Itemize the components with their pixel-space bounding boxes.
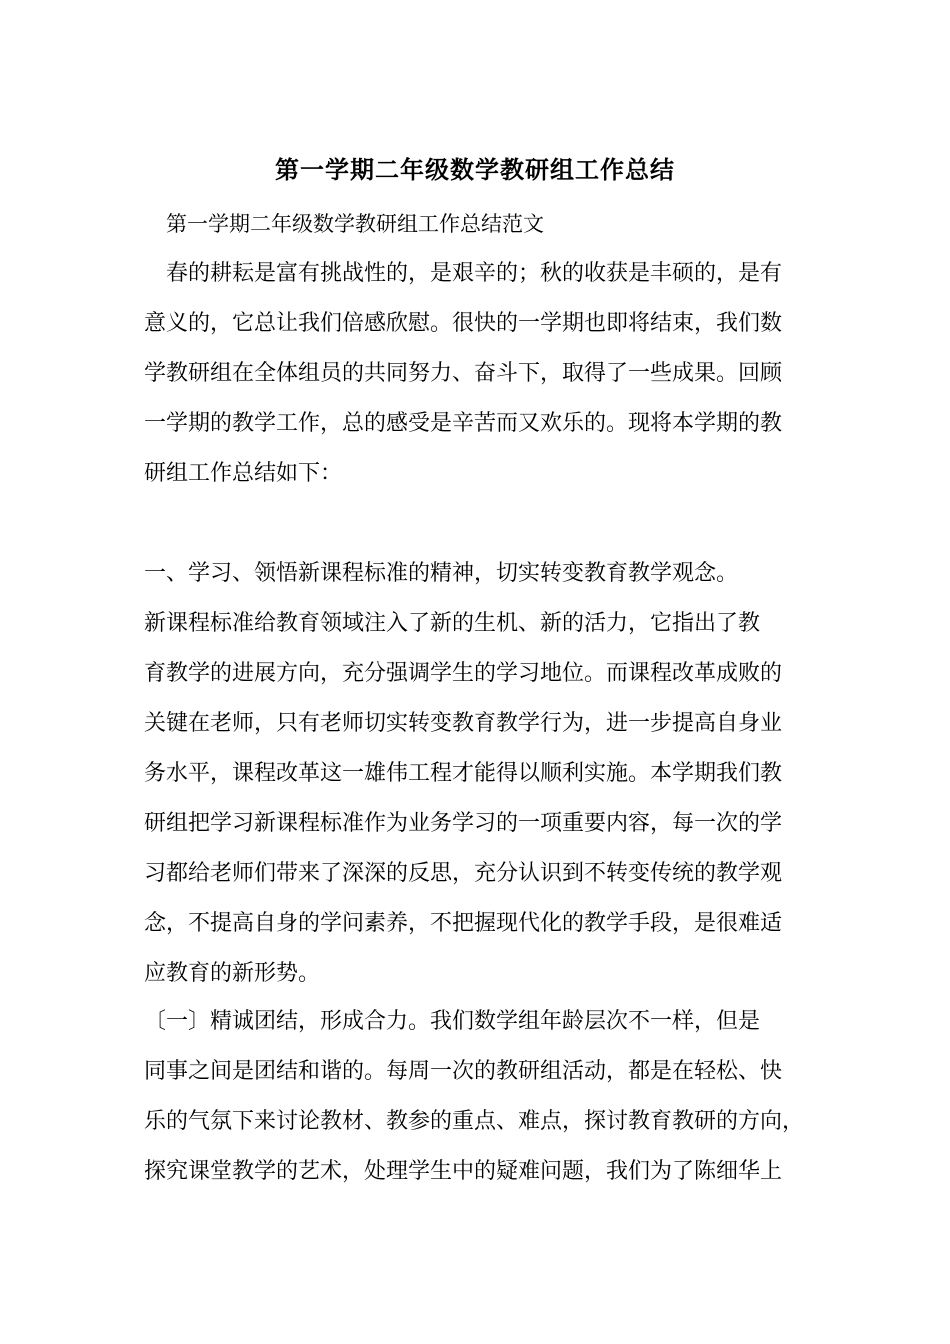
body-paragraph — [144, 599, 814, 999]
body-paragraph — [144, 997, 814, 1197]
text-line: 学教研组在全体组员的共同努力、奋斗下，取得了一些成果。回顾 — [144, 361, 783, 386]
intro-paragraph — [144, 249, 814, 499]
text-line: 新课程标准给教育领域注入了新的生机、新的活力，它指出了教 — [144, 611, 761, 636]
text-line: 一学期的教学工作，总的感受是辛苦而又欢乐的。现将本学期的教 — [144, 411, 783, 436]
text-line: 探究课堂教学的艺术，处理学生中的疑难问题，我们为了陈细华上 — [144, 1159, 783, 1184]
text-line: 春的耕耘是富有挑战性的，是艰辛的；秋的收获是丰硕的，是有 — [144, 261, 783, 286]
text-line: 关键在老师，只有老师切实转变教育教学行为，进一步提高自身业 — [144, 711, 783, 736]
text-line: 意义的，它总让我们倍感欣慰。很快的一学期也即将结束，我们数 — [144, 311, 783, 336]
text-line: 研组把学习新课程标准作为业务学习的一项重要内容，每一次的学 — [144, 811, 783, 836]
text-line: 习都给老师们带来了深深的反思，充分认识到不转变传统的教学观 — [144, 861, 783, 886]
text-line: 〔一〕精诚团结，形成合力。我们数学组年龄层次不一样，但是 — [144, 1009, 761, 1034]
text-line: 一、学习、领悟新课程标准的精神，切实转变教育教学观念。 — [144, 561, 739, 586]
text-line: 同事之间是团结和谐的。每周一次的教研组活动，都是在轻松、快 — [144, 1059, 783, 1084]
text-line: 育教学的进展方向，充分强调学生的学习地位。而课程改革成败的 — [144, 661, 783, 686]
text-line: 研组工作总结如下： — [144, 461, 343, 486]
document-title: 第一学期二年级数学教研组工作总结 — [275, 155, 675, 184]
text-line: 念，不提高自身的学问素养，不把握现代化的教学手段，是很难适 — [144, 911, 783, 936]
text-line: 应教育的新形势。 — [144, 961, 321, 986]
text-line: 务水平，课程改革这一雄伟工程才能得以顺利实施。本学期我们教 — [144, 761, 783, 786]
text-line: 乐的气氛下来讨论教材、教参的重点、难点，探讨教育教研的方向， — [144, 1109, 805, 1134]
document-subtitle: 第一学期二年级数学教研组工作总结范文 — [166, 212, 544, 236]
section-heading — [144, 549, 814, 599]
